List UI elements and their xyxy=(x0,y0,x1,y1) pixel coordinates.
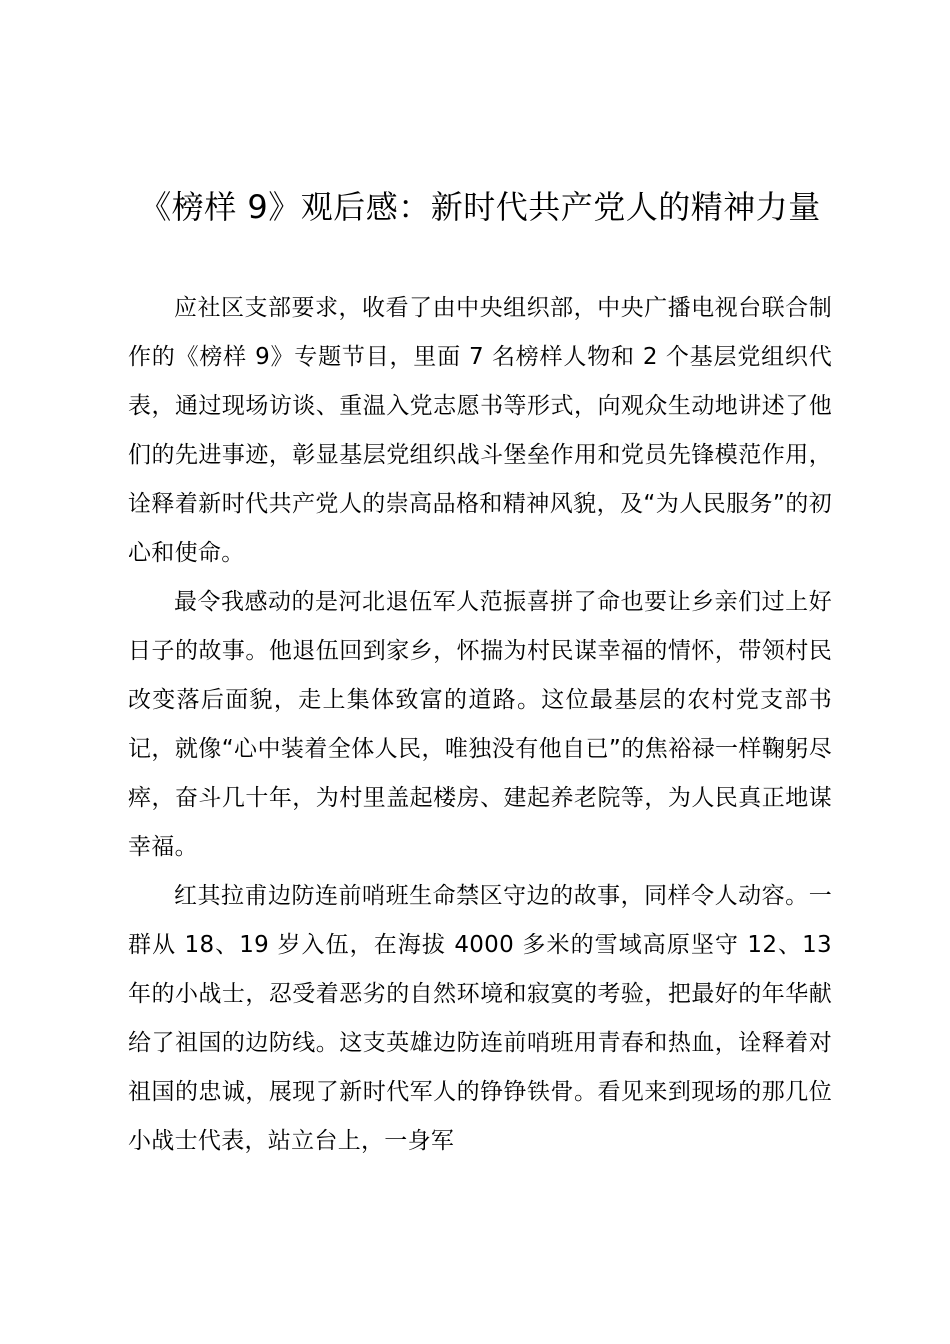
paragraph-1: 应社区支部要求，收看了由中央组织部，中央广播电视台联合制作的《榜样 9》专题节目，里面 7 名榜样人物和 2 个基层党组织代表，通过现场访谈、重温入党志愿书等形式，向观众生动地讲述了他们的先进事迹，彰显基层党组织战斗堡垒作用和党员先锋模范作用，诠释着新时代共产党人的崇高品格和精神风貌，及“为人民服务”的初心和使命。 xyxy=(128,295,832,566)
document-body xyxy=(128,284,832,1166)
paragraph-3: 红其拉甫边防连前哨班生命禁区守边的故事，同样令人动容。一群从 18、19 岁入伍，在海拔 4000 多米的雪域高原坚守 12、13 年的小战士，忍受着恶劣的自然环境和寂寞的考验，把最好的年华献给了祖国的边防线。这支英雄边防连前哨班用青春和热血，诠释着对祖国的忠诚，展现了新时代军人的铮铮铁骨。看见来到现场的那几位小战士代表，站立台上，一身军 xyxy=(128,883,832,1154)
document-title: 《榜样 9》观后感：新时代共产党人的精神力量 xyxy=(139,188,821,226)
paragraph-2: 最令我感动的是河北退伍军人范振喜拼了命也要让乡亲们过上好日子的故事。他退伍回到家乡，怀揣为村民谋幸福的情怀，带领村民改变落后面貌，走上集体致富的道路。这位最基层的农村党支部书记，就像“心中装着全体人民，唯独没有他自已”的焦裕禄一样鞠躬尽瘁，奋斗几十年，为村里盖起楼房、建起养老院等，为人民真正地谋幸福。 xyxy=(128,589,832,860)
